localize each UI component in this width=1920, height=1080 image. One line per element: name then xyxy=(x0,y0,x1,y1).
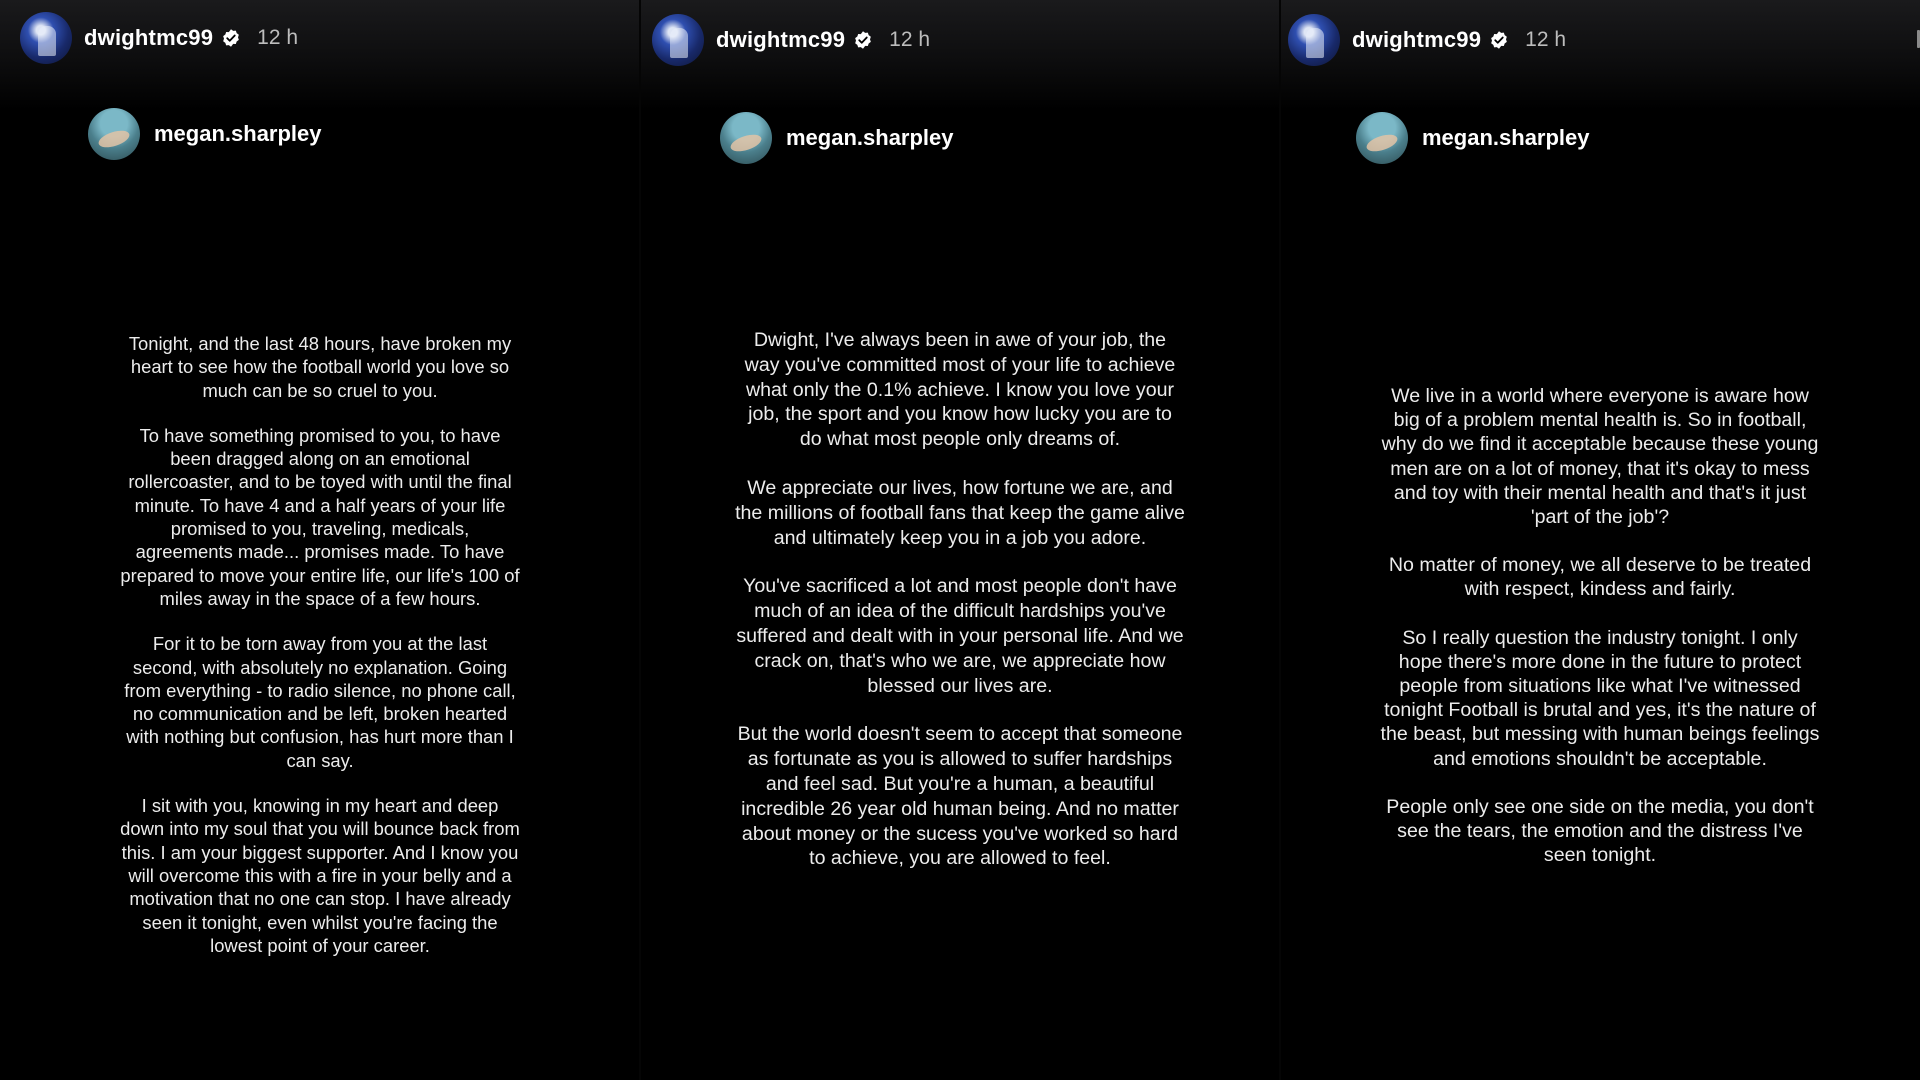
mention-username[interactable]: megan.sharpley xyxy=(786,125,954,150)
story-paragraph: We live in a world where everyone is aware how big of a problem mental health is. So in football, why do we find it acceptable because these young men are on a lot of money, that it's okay to mess and toy with their mental health and that's it just 'part of the job'? xyxy=(1381,385,1819,529)
story-text-block xyxy=(735,328,1185,895)
story-text-block xyxy=(1380,384,1820,891)
mention-tag[interactable] xyxy=(88,108,322,160)
story-header xyxy=(1288,14,1566,66)
story-paragraph: To have something promised to you, to have been dragged along on an emotional rollercoaster, and to be toyed with until the final minute. To have 4 and a half years of your life promised to you, traveling, medicals, agreements made... promises made. To have prepared to move your entire life, our life's 100 of miles away in the space of a few hours. xyxy=(120,424,520,609)
story-paragraph: Tonight, and the last 48 hours, have broken my heart to see how the football world you love so much can be so cruel to you. xyxy=(128,333,512,401)
story-paragraph: For it to be torn away from you at the last second, with absolutely no explanation. Going from everything - to radio silence, no phone call, no communication and be left, broken hearted with nothing but confusion, has hurt more than I can say. xyxy=(124,633,516,771)
mention-avatar[interactable] xyxy=(720,112,772,164)
mention-avatar[interactable] xyxy=(1356,112,1408,164)
story-header xyxy=(20,12,298,64)
author-avatar[interactable] xyxy=(652,14,704,66)
mention-tag[interactable] xyxy=(720,112,954,164)
story-text-block xyxy=(120,332,520,979)
story-paragraph: You've sacrificed a lot and most people don't have much of an idea of the difficult hardships you've suffered and dealt with in your personal life. And we crack on, that's who we are, we appreciate how blessed our lives are. xyxy=(736,575,1184,697)
verified-badge-icon xyxy=(1489,30,1509,50)
verified-badge-icon xyxy=(221,28,241,48)
panel-divider xyxy=(639,0,641,1080)
story-paragraph: But the world doesn't seem to accept that someone as fortunate as you is allowed to suffer hardships and feel sad. But you're a human, a beautiful incredible 26 year old human being. And no matter about money or the sucess you've worked so hard to achieve, you are allowed to feel. xyxy=(737,723,1183,870)
story-paragraph: So I really question the industry tonight. I only hope there's more done in the future to protect people from situations like what I've witnessed tonight Football is brutal and yes, it's the nature of the beast, but messing with human beings feelings and emotions shouldn't be acceptable. xyxy=(1380,626,1820,770)
mention-username[interactable]: megan.sharpley xyxy=(1422,125,1590,150)
story-panel-2[interactable] xyxy=(640,0,1280,1080)
author-avatar[interactable] xyxy=(20,12,72,64)
story-paragraph: No matter of money, we all deserve to be treated with respect, kindess and fairly. xyxy=(1388,554,1812,601)
story-paragraph: We appreciate our lives, how fortune we are, and the millions of football fans that keep the game alive and ultimately keep you in a job you adore. xyxy=(735,476,1185,549)
author-username[interactable]: dwightmc99 xyxy=(716,27,846,52)
panel-divider xyxy=(1279,0,1281,1080)
mention-avatar[interactable] xyxy=(88,108,140,160)
story-paragraph: I sit with you, knowing in my heart and deep down into my soul that you will bounce back from this. I am your biggest supporter. And I know you will overcome this with a fire in your belly and a motivation that no one can stop. I have already seen it tonight, even whilst you're facing the lowest point of your career. xyxy=(120,795,520,956)
author-username[interactable]: dwightmc99 xyxy=(84,25,214,50)
author-username[interactable]: dwightmc99 xyxy=(1352,27,1482,52)
story-panel-1[interactable] xyxy=(0,0,640,1080)
story-paragraph: People only see one side on the media, you don't see the tears, the emotion and the distress I've seen tonight. xyxy=(1386,795,1814,867)
story-timestamp: 12 h xyxy=(257,26,299,49)
verified-badge-icon xyxy=(853,30,873,50)
story-timestamp: 12 h xyxy=(1525,28,1567,51)
story-paragraph: Dwight, I've always been in awe of your job, the way you've committed most of your life to achieve what only the 0.1% achieve. I know you love your job, the sport and you know how lucky you are to do what most people only dreams of. xyxy=(744,329,1176,451)
mention-tag[interactable] xyxy=(1356,112,1590,164)
story-timestamp: 12 h xyxy=(889,28,931,51)
mention-username[interactable]: megan.sharpley xyxy=(154,121,322,146)
author-avatar[interactable] xyxy=(1288,14,1340,66)
story-header xyxy=(652,14,930,66)
story-panel-3[interactable] xyxy=(1280,0,1920,1080)
